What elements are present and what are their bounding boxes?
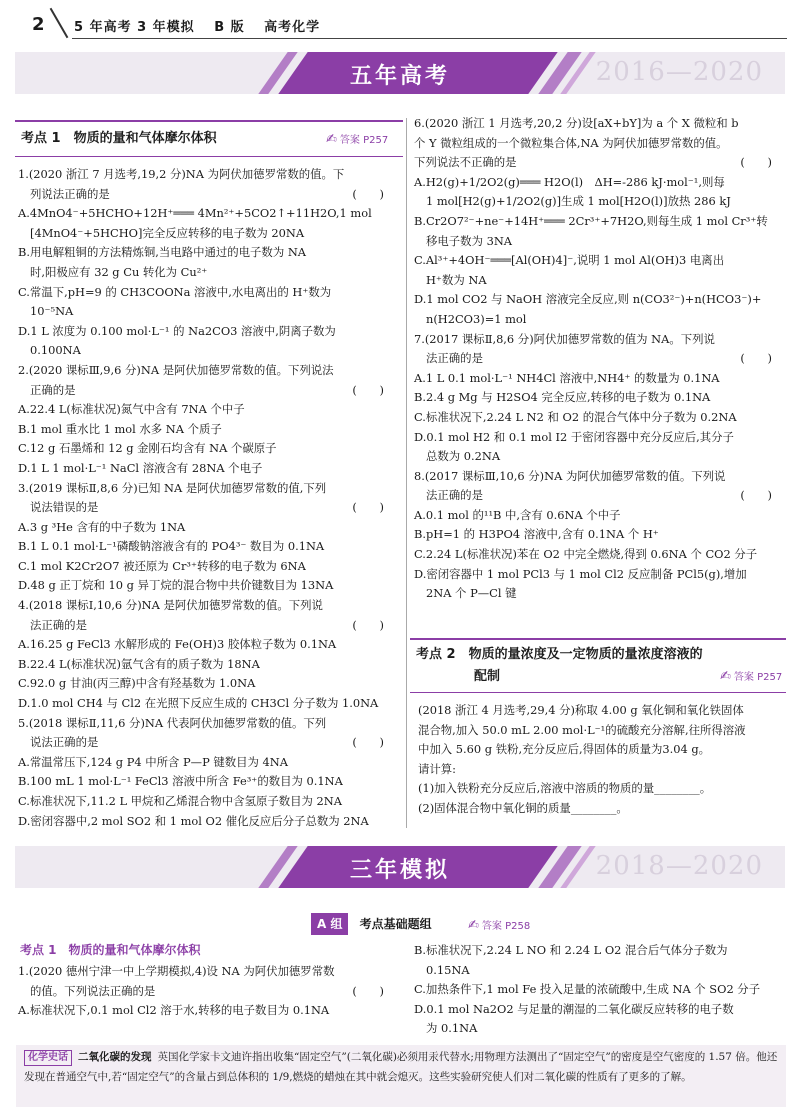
line-text: 的值。下列说法正确的是 (30, 983, 156, 998)
line-text: C.1 mol K2Cr2O7 被还原为 Cr³⁺转移的电子数为 6NA (18, 558, 306, 573)
line-text: B.标准状况下,2.24 L NO 和 2.24 L O2 混合后气体分子数为 (414, 943, 728, 957)
answer-page-label: 答案 P258 (481, 921, 531, 932)
question-column-right (414, 114, 786, 604)
line-text: C.常温下,pH=9 的 CH3COONa 溶液中,水电离出的 H⁺数为 (18, 284, 332, 299)
line-text: A.常温常压下,124 g P4 中所含 P—P 键数目为 4NA (18, 754, 288, 769)
section-banner-three-years (15, 846, 785, 888)
text-line (414, 192, 786, 212)
text-line (18, 302, 398, 322)
topic2-question (418, 701, 786, 819)
text-line (414, 1000, 786, 1020)
answer-bracket: ( ) (352, 617, 384, 632)
line-text: 请计算: (418, 761, 457, 776)
line-text: 5.(2018 课标Ⅱ,11,6 分)NA 代表阿伏加德罗常数的值。下列 (18, 715, 327, 730)
text-line (18, 596, 398, 616)
text-line (18, 185, 398, 205)
banner-years: 2018—2020 (595, 851, 763, 881)
answer-bracket: ( ) (352, 382, 384, 397)
answer-bracket: ( ) (740, 155, 772, 170)
text-line (18, 812, 398, 832)
line-text: 说法错误的是 (30, 500, 99, 515)
answer-reference[interactable] (468, 917, 530, 933)
line-text: 2.(2020 课标Ⅲ,9,6 分)NA 是阿伏加德罗常数的值。下列说法 (18, 362, 334, 377)
line-text: C.2.24 L(标准状况)苯在 O2 中完全燃烧,得到 0.6NA 个 CO2 分子 (414, 547, 758, 562)
text-line (414, 349, 786, 369)
line-text: A.4MnO4⁻+5HCHO+12H⁺═══ 4Mn²⁺+5CO2↑+11H2O,1 mol (18, 206, 372, 221)
line-text: C.12 g 石墨烯和 12 g 金刚石均含有 NA 个碳原子 (18, 441, 277, 456)
text-line (418, 701, 786, 721)
text-line (18, 420, 398, 440)
line-text: (2018 浙江 4 月选考,29,4 分)称取 4.00 g 氧化铜和氧化铁固体 (418, 703, 744, 717)
text-line (18, 459, 398, 479)
line-text: 0.15NA (426, 962, 470, 977)
line-text: 法正确的是 (426, 351, 483, 366)
text-line (18, 224, 398, 244)
text-line (18, 733, 398, 753)
text-line (414, 408, 786, 428)
line-text: A.标准状况下,0.1 mol Cl2 溶于水,转移的电子数目为 0.1NA (18, 1003, 330, 1018)
text-line (414, 153, 786, 173)
text-line (18, 204, 398, 224)
section-banner-five-years (15, 52, 785, 94)
sim-question-right (414, 941, 786, 1039)
line-text: B.22.4 L(标准状况)氩气含有的质子数为 18NA (18, 656, 260, 671)
line-text: 下列说法不正确的是 (414, 155, 517, 170)
group-title: 考点基础题组 (359, 917, 432, 931)
text-line (414, 290, 786, 310)
text-line (18, 263, 398, 283)
line-text: 3.(2019 课标Ⅱ,8,6 分)已知 NA 是阿伏加德罗常数的值,下列 (18, 480, 327, 495)
text-line (18, 635, 398, 655)
topic-title-cont: 配制 (474, 669, 501, 684)
line-text: 4.(2018 课标Ⅰ,10,6 分)NA 是阿伏加德罗常数的值。下列说 (18, 598, 323, 613)
line-text: D.1 mol CO2 与 NaOH 溶液完全反应,则 n(CO3²⁻)+n(HCO3⁻)+ (414, 292, 762, 307)
text-line (18, 616, 398, 636)
page-number: 2 (32, 14, 45, 35)
answer-page-label: 答案 P257 (339, 135, 389, 146)
line-text: A.0.1 mol 的¹¹B 中,含有 0.6NA 个中子 (414, 507, 621, 522)
topic-heading-2 (410, 638, 786, 693)
banner-title: 三年模拟 (349, 858, 450, 883)
line-text: 10⁻⁵NA (30, 304, 74, 319)
question-column-left (18, 165, 398, 831)
a-group-heading (311, 913, 432, 935)
text-line (414, 584, 786, 604)
line-text: 为 0.1NA (426, 1021, 478, 1036)
line-text: 正确的是 (30, 382, 76, 397)
line-text: B.1 L 0.1 mol·L⁻¹磷酸钠溶液含有的 PO4³⁻ 数目为 0.1NA (18, 539, 325, 554)
topic-title: 考点 2 物质的量浓度及一定物质的量浓度溶液的 (416, 647, 703, 662)
text-line (414, 173, 786, 193)
text-line (18, 341, 398, 361)
chemistry-history-box (16, 1045, 786, 1107)
line-text: n(H2CO3)=1 mol (426, 311, 527, 326)
line-text: D.0.1 mol Na2O2 与足量的潮湿的二氧化碳反应转移的电子数 (414, 1001, 734, 1016)
text-line (18, 792, 398, 812)
line-text: 移电子数为 3NA (426, 233, 513, 248)
text-line (414, 525, 786, 545)
line-text: B.100 mL 1 mol·L⁻¹ FeCl3 溶液中所含 Fe³⁺的数目为 0.1NA (18, 774, 343, 789)
line-text: C.Al³⁺+4OH⁻═══[Al(OH)4]⁻,说明 1 mol Al(OH)3 电离出 (414, 253, 725, 268)
page-header (0, 0, 800, 44)
text-line (414, 388, 786, 408)
line-text: 0.100NA (30, 343, 81, 358)
line-text: C.标准状况下,2.24 L N2 和 O2 的混合气体中分子数为 0.2NA (414, 409, 737, 424)
text-line (418, 779, 786, 799)
line-text: 8.(2017 课标Ⅲ,10,6 分)NA 为阿伏加德罗常数的值。下列说 (414, 468, 726, 483)
topic-title: 考点 1 物质的量和气体摩尔体积 (21, 131, 217, 146)
text-line (418, 721, 786, 741)
line-text: 1 mol[H2(g)+1/2O2(g)]生成 1 mol[H2O(l)]放热 286 kJ (426, 194, 731, 209)
line-text: 列说法正确的是 (30, 186, 110, 201)
text-line (418, 760, 786, 780)
text-line (18, 962, 398, 982)
line-text: [4MnO4⁻+5HCHO]完全反应转移的电子数为 20NA (30, 225, 305, 240)
answer-bracket: ( ) (352, 735, 384, 750)
line-text: D.1 L 1 mol·L⁻¹ NaCl 溶液含有 28NA 个电子 (18, 460, 263, 475)
banner-title: 五年高考 (349, 64, 450, 89)
text-line (418, 799, 786, 819)
line-text: 法正确的是 (30, 617, 87, 632)
line-text: C.加热条件下,1 mol Fe 投入足量的浓硫酸中,生成 NA 个 SO2 分子 (414, 982, 761, 997)
answer-icon: ✍ (468, 918, 479, 933)
line-text: D.1.0 mol CH4 与 Cl2 在光照下反应生成的 CH3Cl 分子数为 1.0NA (18, 696, 379, 711)
answer-reference[interactable] (720, 668, 782, 684)
line-text: 6.(2020 浙江 1 月选考,20,2 分)设[aX+bY]为 a 个 X 微粒和 b (414, 116, 739, 130)
text-line (414, 447, 786, 467)
text-line (414, 961, 786, 981)
text-line (18, 714, 398, 734)
line-text: 总数为 0.2NA (426, 449, 501, 464)
answer-bracket: ( ) (740, 488, 772, 503)
text-line (18, 655, 398, 675)
line-text: A.16.25 g FeCl3 水解形成的 Fe(OH)3 胶体粒子数为 0.1NA (18, 637, 337, 652)
text-line (414, 1019, 786, 1039)
line-text: B.用电解粗铜的方法精炼铜,当电路中通过的电子数为 NA (18, 245, 307, 260)
text-line (414, 271, 786, 291)
text-line (18, 557, 398, 577)
text-line (414, 506, 786, 526)
line-text: D.密闭容器中 1 mol PCl3 与 1 mol Cl2 反应制备 PCl5(g),增加 (414, 566, 747, 581)
text-line (18, 772, 398, 792)
answer-bracket: ( ) (352, 983, 384, 998)
banner-years: 2016—2020 (595, 57, 763, 87)
line-text: (1)加入铁粉充分反应后,溶液中溶质的物质的量________。 (418, 781, 712, 796)
header-rule (72, 38, 787, 39)
history-text: 英国化学家卡文迪许指出收集“固定空气”(二氧化碳)必须用汞代替水;用物理方法测出了“固定空气”的密度是空气密度的 1.57 倍。他还发现在普通空气中,若“固定空气”的含量占到总体积的 1/9,燃烧的蜡烛在其中就会熄灭。这些实验研究使人们对二氧化碳的性质有了更多的了解。 (24, 1051, 778, 1083)
line-text: B.Cr2O7²⁻+ne⁻+14H⁺═══ 2Cr³⁺+7H2O,则每生成 1 mol Cr³⁺转 (414, 213, 768, 228)
text-line (18, 753, 398, 773)
answer-bracket: ( ) (352, 500, 384, 515)
line-text: A.3 g ³He 含有的中子数为 1NA (18, 519, 186, 534)
text-line (18, 381, 398, 401)
line-text: 1.(2020 浙江 7 月选考,19,2 分)NA 为阿伏加德罗常数的值。下 (18, 167, 345, 181)
answer-page-label: 答案 P257 (733, 672, 783, 683)
text-line (414, 251, 786, 271)
text-line (414, 369, 786, 389)
line-text: 中加入 5.60 g 铁粉,充分反应后,得固体的质量为3.04 g。 (418, 742, 711, 757)
line-text: H⁺数为 NA (426, 272, 487, 287)
line-text: A.1 L 0.1 mol·L⁻¹ NH4Cl 溶液中,NH4⁺ 的数量为 0.1NA (414, 370, 720, 385)
text-line (18, 498, 398, 518)
text-line (18, 1001, 398, 1021)
text-line (18, 439, 398, 459)
line-text: B.2.4 g Mg 与 H2SO4 完全反应,转移的电子数为 0.1NA (414, 390, 711, 405)
text-line (414, 212, 786, 232)
line-text: A.22.4 L(标准状况)氮气中含有 7NA 个中子 (18, 402, 245, 417)
text-line (18, 479, 398, 499)
answer-icon: ✍ (326, 132, 337, 147)
text-line (414, 232, 786, 252)
text-line (18, 400, 398, 420)
text-line (414, 565, 786, 585)
text-line (414, 980, 786, 1000)
text-line (414, 134, 786, 154)
text-line (414, 941, 786, 961)
book-series-title: 5 年高考 3 年模拟 B 版 高考化学 (74, 20, 321, 35)
text-line (18, 674, 398, 694)
text-line (414, 114, 786, 134)
line-text: 混合物,加入 50.0 mL 2.00 mol·L⁻¹的硫酸充分溶解,往所得溶液 (418, 722, 746, 737)
column-divider (406, 118, 407, 828)
line-text: 个 Y 微粒组成的一个微粒集合体,NA 为阿伏加德罗常数的值。 (414, 135, 728, 150)
text-line (18, 322, 398, 342)
text-line (418, 740, 786, 760)
line-text: 1.(2020 德州宁津一中上学期模拟,4)设 NA 为阿伏加德罗常数 (18, 964, 335, 978)
line-text: (2)固体混合物中氧化铜的质量________。 (418, 800, 628, 815)
text-line (18, 694, 398, 714)
answer-icon: ✍ (720, 669, 731, 684)
line-text: 2NA 个 P—Cl 键 (426, 586, 517, 601)
answer-bracket: ( ) (740, 351, 772, 366)
line-text: C.标准状况下,11.2 L 甲烷和乙烯混合物中含氢原子数目为 2NA (18, 794, 342, 808)
answer-reference[interactable] (326, 131, 388, 147)
line-text: D.密闭容器中,2 mol SO2 和 1 mol O2 催化反应后分子总数为 2NA (18, 813, 369, 828)
text-line (18, 361, 398, 381)
line-text: 7.(2017 课标Ⅱ,8,6 分)阿伏加德罗常数的值为 NA。下列说 (414, 331, 715, 346)
text-line (414, 545, 786, 565)
answer-bracket: ( ) (352, 186, 384, 201)
history-tag: 化学史话 (24, 1050, 72, 1066)
line-text: B.pH=1 的 H3PO4 溶液中,含有 0.1NA 个 H⁺ (414, 527, 659, 542)
text-line (414, 428, 786, 448)
line-text: 时,阳极应有 32 g Cu 转化为 Cu²⁺ (30, 264, 208, 279)
sim-topic-title: 考点 1 物质的量和气体摩尔体积 (20, 943, 201, 957)
line-text: D.0.1 mol H2 和 0.1 mol I2 于密闭容器中充分反应后,其分子 (414, 429, 734, 444)
text-line (414, 486, 786, 506)
text-line (18, 537, 398, 557)
line-text: D.48 g 正丁烷和 10 g 异丁烷的混合物中共价键数目为 13NA (18, 578, 334, 593)
text-line (18, 576, 398, 596)
line-text: B.1 mol 重水比 1 mol 水多 NA 个质子 (18, 421, 222, 436)
text-line (18, 518, 398, 538)
text-line (414, 310, 786, 330)
text-line (414, 330, 786, 350)
text-line (414, 467, 786, 487)
history-title: 二氧化碳的发现 (78, 1051, 152, 1063)
text-line (18, 243, 398, 263)
line-text: 说法正确的是 (30, 735, 99, 750)
line-text: 法正确的是 (426, 488, 483, 503)
header-divider (50, 8, 69, 38)
text-line (18, 283, 398, 303)
text-line (18, 982, 398, 1002)
sim-question-left (18, 962, 398, 1021)
line-text: D.1 L 浓度为 0.100 mol·L⁻¹ 的 Na2CO3 溶液中,阴离子数为 (18, 323, 336, 338)
text-line (18, 165, 398, 185)
group-label: A 组 (311, 913, 348, 935)
line-text: C.92.0 g 甘油(丙三醇)中含有羟基数为 1.0NA (18, 676, 256, 691)
line-text: A.H2(g)+1/2O2(g)═══ H2O(l) ΔH=-286 kJ·mol⁻¹,则每 (414, 174, 725, 189)
